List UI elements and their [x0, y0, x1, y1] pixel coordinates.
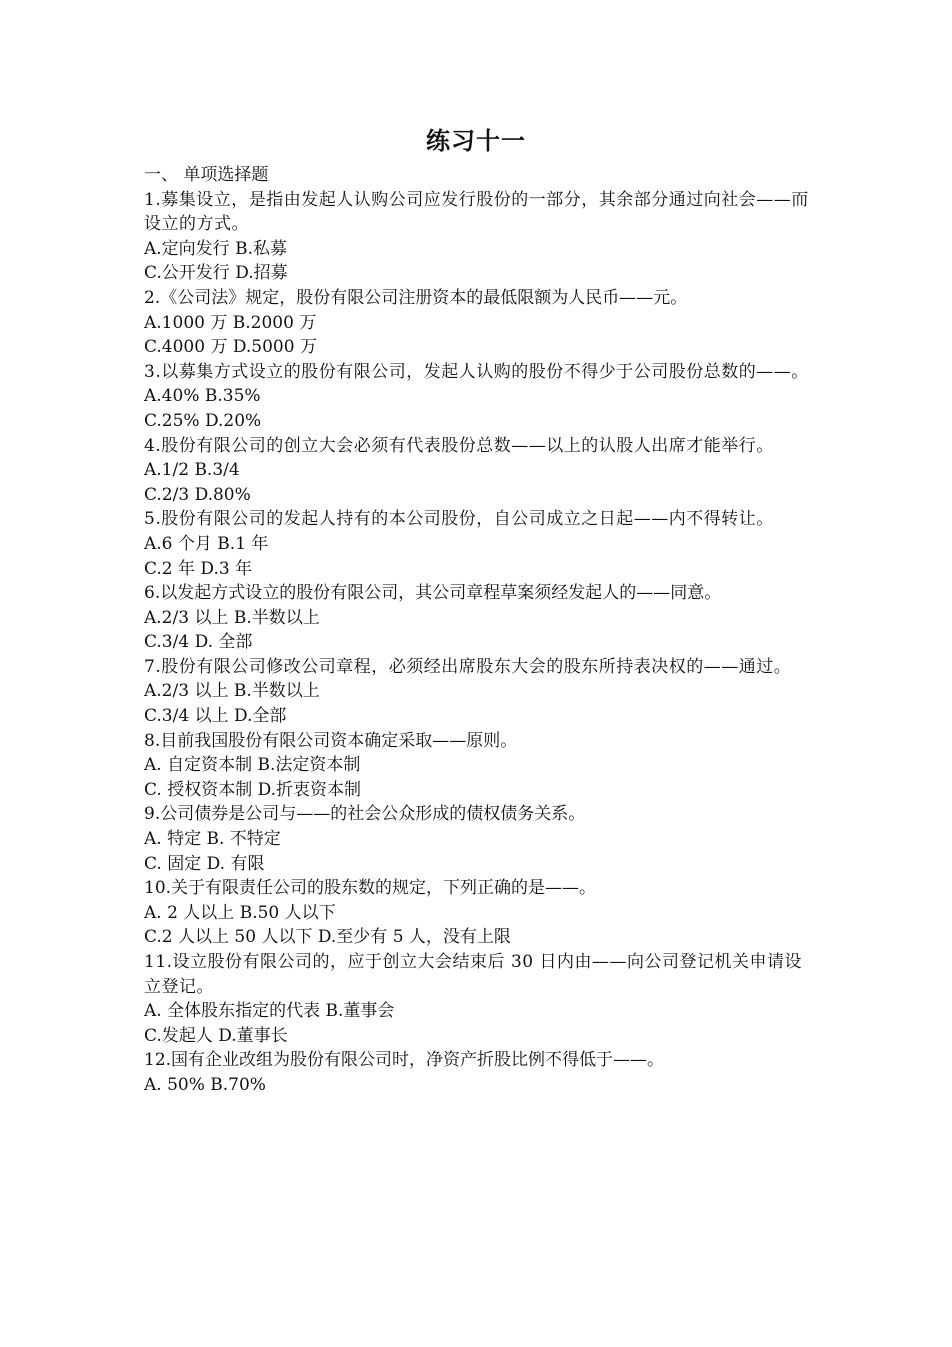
question-block: [144, 950, 812, 1048]
question-option-line: A.1000 万 B.2000 万: [144, 312, 317, 333]
question-stem: 2.《公司法》规定，股份有限公司注册资本的最低限额为人民币——元。: [144, 287, 688, 308]
question-option-line: C.2 年 D.3 年: [144, 558, 253, 579]
question-option-line: A.2/3 以上 B.半数以上: [144, 607, 320, 628]
question-option-line: C.25% D.20%: [144, 410, 262, 431]
question-option-line: A.1/2 B.3/4: [144, 460, 240, 481]
question-stem: 6.以发起方式设立的股份有限公司，其公司章程草案须经发起人的——同意。: [144, 583, 722, 604]
question-stem: 11.设立股份有限公司的，应于创立大会结束后 30 日内由——向公司登记机关申请设立登记。: [144, 952, 802, 997]
question-block: [144, 360, 812, 434]
question-option-line: A. 特定 B. 不特定: [144, 829, 281, 850]
question-stem: 1.募集设立，是指由发起人认购公司应发行股份的一部分，其余部分通过向社会——而设立的方式。: [144, 189, 809, 235]
question-stem: 8.目前我国股份有限公司资本确定采取——原则。: [144, 730, 518, 751]
question-option-line: C.发起人 D.董事长: [144, 1025, 288, 1046]
question-option-line: A.2/3 以上 B.半数以上: [144, 681, 320, 702]
question-option-line: C. 固定 D. 有限: [144, 853, 265, 874]
question-block: [144, 655, 812, 729]
question-option-line: C.公开发行 D.招募: [144, 263, 288, 284]
question-option-line: A.定向发行 B.私募: [144, 238, 287, 259]
question-block: [144, 286, 812, 360]
question-block: [144, 876, 812, 950]
question-option-line: C.3/4 以上 D.全部: [144, 706, 287, 727]
question-block: [144, 729, 812, 803]
question-option-line: A. 50% B.70%: [144, 1074, 266, 1095]
question-option-line: A.40% B.35%: [144, 386, 261, 407]
question-stem: 12.国有企业改组为股份有限公司时，净资产折股比例不得低于——。: [144, 1050, 665, 1071]
question-stem: 10.关于有限责任公司的股东数的规定，下列正确的是——。: [144, 878, 597, 899]
question-stem: 3.以募集方式设立的股份有限公司，发起人认购的股份不得少于公司股份总数的——。: [144, 361, 809, 382]
question-stem: 7.股份有限公司修改公司章程，必须经出席股东大会的股东所持表决权的——通过。: [144, 656, 792, 677]
question-stem: 9.公司债券是公司与——的社会公众形成的债权债务关系。: [144, 804, 586, 825]
question-block: [144, 1048, 812, 1097]
question-option-line: C.2/3 D.80%: [144, 484, 251, 505]
question-option-line: A. 2 人以上 B.50 人以下: [144, 902, 336, 923]
question-option-line: A. 自定资本制 B.法定资本制: [144, 755, 361, 776]
question-option-line: C.2 人以上 50 人以下 D.至少有 5 人，没有上限: [144, 927, 511, 948]
page-title: 练习十一: [426, 127, 526, 155]
question-stem: 5.股份有限公司的发起人持有的本公司股份，自公司成立之日起——内不得转让。: [144, 509, 774, 530]
question-option-line: C.4000 万 D.5000 万: [144, 337, 317, 358]
section-heading: 一、 单项选择题: [144, 165, 269, 185]
question-option-line: C.3/4 D. 全部: [144, 632, 253, 653]
question-block: [144, 434, 812, 508]
question-option-line: A.6 个月 B.1 年: [144, 533, 269, 554]
question-list: [144, 163, 812, 1098]
question-option-line: C. 授权资本制 D.折衷资本制: [144, 779, 362, 800]
question-block: [144, 581, 812, 655]
question-block: [144, 507, 812, 581]
question-stem: 4.股份有限公司的创立大会必须有代表股份总数——以上的认股人出席才能举行。: [144, 435, 774, 456]
question-block: [144, 188, 812, 286]
question-block: [144, 802, 812, 876]
question-option-line: A. 全体股东指定的代表 B.董事会: [144, 1001, 395, 1022]
